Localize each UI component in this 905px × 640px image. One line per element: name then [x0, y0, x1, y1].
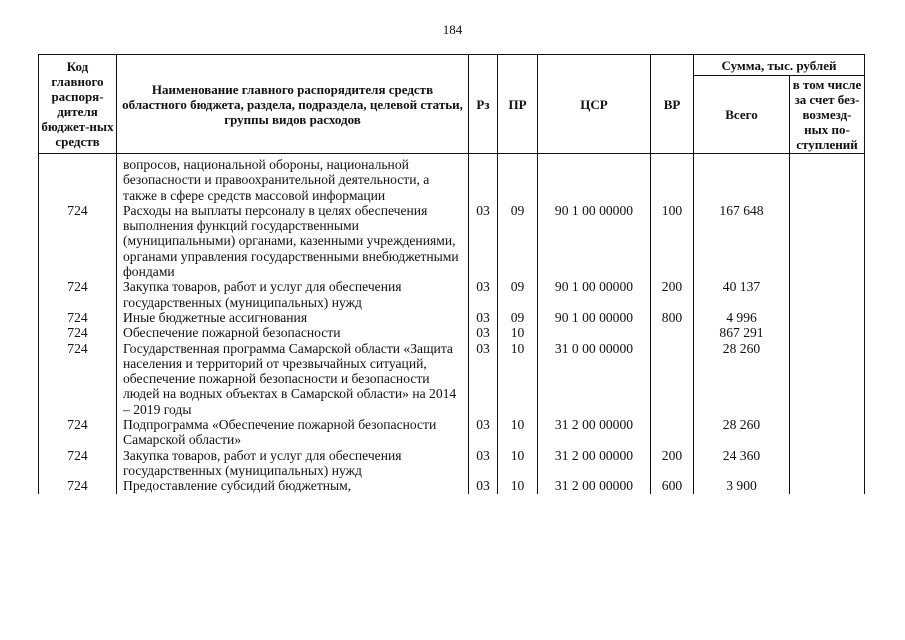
header-vr: ВР — [651, 55, 694, 154]
header-csr: ЦСР — [538, 55, 651, 154]
cell-code: 724 — [39, 279, 117, 310]
cell-csr: 31 2 00 00000 — [538, 417, 651, 448]
table-row — [39, 325, 865, 340]
cell-vr — [651, 325, 694, 340]
cell-code: 724 — [39, 341, 117, 417]
cell-pr: 09 — [498, 279, 538, 310]
cell-free — [790, 417, 865, 448]
header-code: Код главного распоря-дителя бюджет-ных средств — [39, 55, 117, 154]
cell-free — [790, 478, 865, 493]
cell-total: 3 900 — [694, 478, 790, 493]
cell-code — [39, 154, 117, 203]
cell-name: Предоставление субсидий бюджетным, — [117, 478, 469, 493]
cell-pr: 09 — [498, 310, 538, 325]
header-rz: Рз — [469, 55, 498, 154]
cell-rz: 03 — [469, 325, 498, 340]
cell-code: 724 — [39, 325, 117, 340]
cell-name: Закупка товаров, работ и услуг для обеспечения государственных (муниципальных) нужд — [117, 279, 469, 310]
table-row — [39, 154, 865, 203]
cell-free — [790, 279, 865, 310]
cell-free — [790, 310, 865, 325]
cell-name: вопросов, национальной обороны, национальной безопасности и правоохранительной деятельности, а также в сфере средств массовой информации — [117, 154, 469, 203]
cell-name: Государственная программа Самарской области «Защита населения и территорий от чрезвычайных ситуаций, обеспечение пожарной безопасности и безопасности людей на водных объектах в Самарской области» на 2014 – 2019 годы — [117, 341, 469, 417]
cell-pr: 10 — [498, 417, 538, 448]
cell-vr: 200 — [651, 279, 694, 310]
cell-rz: 03 — [469, 417, 498, 448]
cell-pr — [498, 154, 538, 203]
cell-pr: 10 — [498, 448, 538, 479]
header-sum: Сумма, тыс. рублей — [694, 55, 865, 76]
cell-csr: 31 2 00 00000 — [538, 478, 651, 493]
cell-name: Расходы на выплаты персоналу в целях обеспечения выполнения функций государственными (муниципальными) органами, казенными учреждениями, органами управления государственными внебюджетными фондами — [117, 203, 469, 279]
cell-total: 4 996 — [694, 310, 790, 325]
cell-pr: 10 — [498, 325, 538, 340]
page-number: 184 — [442, 22, 463, 37]
table-row — [39, 417, 865, 448]
cell-rz: 03 — [469, 203, 498, 279]
budget-table — [38, 54, 865, 494]
cell-total — [694, 154, 790, 203]
cell-pr: 09 — [498, 203, 538, 279]
cell-free — [790, 448, 865, 479]
cell-rz: 03 — [469, 478, 498, 493]
cell-code: 724 — [39, 203, 117, 279]
header-name: Наименование главного распорядителя средств областного бюджета, раздела, подраздела, целевой статьи, группы видов расходов — [117, 55, 469, 154]
table-row — [39, 341, 865, 417]
table-row — [39, 478, 865, 493]
cell-code: 724 — [39, 417, 117, 448]
cell-total: 28 260 — [694, 341, 790, 417]
cell-name: Иные бюджетные ассигнования — [117, 310, 469, 325]
cell-vr — [651, 417, 694, 448]
cell-total: 167 648 — [694, 203, 790, 279]
cell-code: 724 — [39, 310, 117, 325]
cell-csr: 90 1 00 00000 — [538, 279, 651, 310]
cell-csr: 90 1 00 00000 — [538, 310, 651, 325]
cell-total: 40 137 — [694, 279, 790, 310]
cell-vr: 200 — [651, 448, 694, 479]
cell-vr: 600 — [651, 478, 694, 493]
header-total: Всего — [694, 76, 790, 154]
cell-vr — [651, 154, 694, 203]
cell-pr: 10 — [498, 478, 538, 493]
cell-csr — [538, 325, 651, 340]
cell-rz: 03 — [469, 448, 498, 479]
cell-csr: 90 1 00 00000 — [538, 203, 651, 279]
cell-vr: 800 — [651, 310, 694, 325]
table-row — [39, 448, 865, 479]
cell-total: 24 360 — [694, 448, 790, 479]
cell-free — [790, 341, 865, 417]
header-pr: ПР — [498, 55, 538, 154]
cell-name: Закупка товаров, работ и услуг для обеспечения государственных (муниципальных) нужд — [117, 448, 469, 479]
header-free: в том числе за счет без-возмезд-ных по-ступлений — [790, 76, 865, 154]
cell-rz: 03 — [469, 310, 498, 325]
table-row — [39, 310, 865, 325]
cell-csr — [538, 154, 651, 203]
cell-rz: 03 — [469, 279, 498, 310]
cell-code: 724 — [39, 478, 117, 493]
cell-name: Подпрограмма «Обеспечение пожарной безопасности Самарской области» — [117, 417, 469, 448]
cell-vr: 100 — [651, 203, 694, 279]
cell-free — [790, 325, 865, 340]
cell-free — [790, 154, 865, 203]
cell-free — [790, 203, 865, 279]
cell-csr: 31 2 00 00000 — [538, 448, 651, 479]
table-row — [39, 279, 865, 310]
table-row — [39, 203, 865, 279]
cell-pr: 10 — [498, 341, 538, 417]
cell-total: 867 291 — [694, 325, 790, 340]
cell-code: 724 — [39, 448, 117, 479]
cell-total: 28 260 — [694, 417, 790, 448]
cell-rz: 03 — [469, 341, 498, 417]
cell-vr — [651, 341, 694, 417]
cell-rz — [469, 154, 498, 203]
cell-csr: 31 0 00 00000 — [538, 341, 651, 417]
cell-name: Обеспечение пожарной безопасности — [117, 325, 469, 340]
